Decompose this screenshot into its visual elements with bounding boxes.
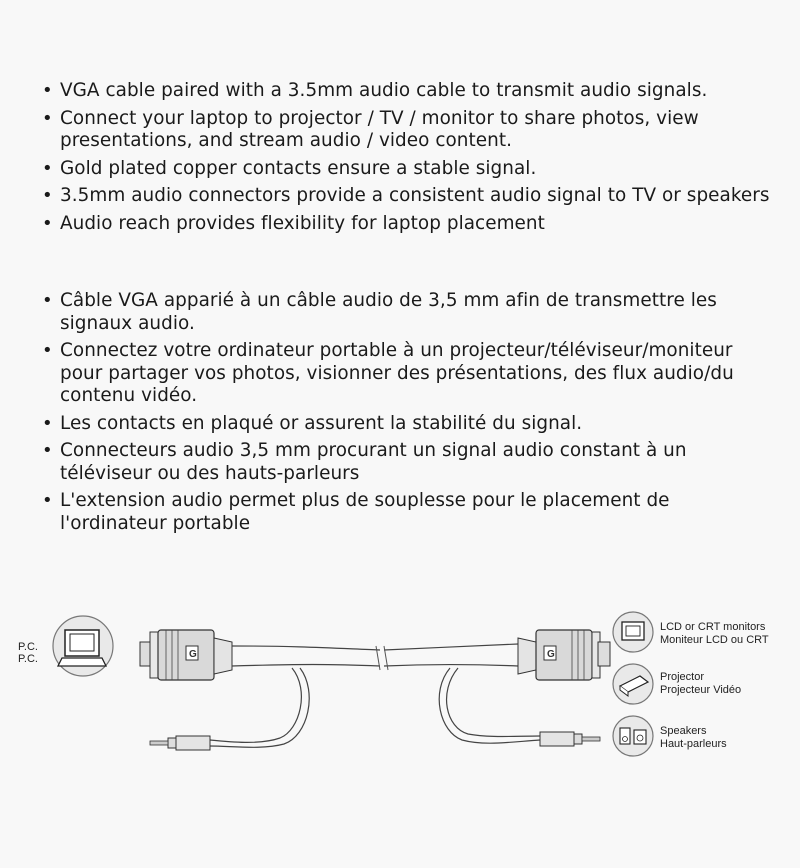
vga-connector-right bbox=[518, 630, 610, 680]
feature-item bbox=[42, 290, 772, 335]
feature-list-english bbox=[42, 80, 772, 240]
feature-text: Connectez votre ordinateur portable à un projecteur/téléviseur/moniteur pour partager vos photos, visionner des présentations, des flux audio/du contenu vidéo. bbox=[60, 340, 734, 406]
vga-connector-left bbox=[140, 630, 232, 680]
projector-label-en: Projector bbox=[660, 671, 705, 683]
speakers-label-fr: Haut-parleurs bbox=[660, 738, 727, 750]
bullet-icon: • bbox=[42, 340, 53, 361]
projector-label-fr: Projecteur Vidéo bbox=[660, 684, 742, 696]
cable-connection-diagram bbox=[0, 600, 800, 800]
bullet-icon: • bbox=[42, 412, 53, 434]
feature-text: VGA cable paired with a 3.5mm audio cable to transmit audio signals. bbox=[60, 80, 708, 101]
pc-label-en: P.C. bbox=[18, 641, 38, 653]
bullet-icon: • bbox=[42, 490, 53, 511]
speakers-icon bbox=[613, 716, 653, 756]
bullet-icon: • bbox=[42, 107, 53, 129]
pc-label-fr: P.C. bbox=[18, 653, 38, 665]
bullet-icon: • bbox=[42, 185, 53, 206]
bullet-icon: • bbox=[42, 290, 53, 311]
bullet-icon: • bbox=[42, 157, 53, 179]
monitor-label-fr: Moniteur LCD ou CRT bbox=[660, 634, 769, 646]
speakers-label-en: Speakers bbox=[660, 725, 707, 737]
feature-list-french bbox=[42, 290, 772, 540]
feature-text: Connect your laptop to projector / TV / monitor to share photos, view presentations, and stream audio / video content. bbox=[60, 107, 699, 151]
feature-item bbox=[42, 80, 772, 103]
feature-item bbox=[42, 490, 772, 535]
projector-icon bbox=[613, 664, 653, 704]
bullet-icon: • bbox=[42, 80, 53, 101]
vga-cable bbox=[232, 644, 518, 670]
feature-text: Les contacts en plaqué or assurent la stabilité du signal. bbox=[60, 412, 583, 434]
feature-text: Connecteurs audio 3,5 mm procurant un signal audio constant à un téléviseur ou des hauts-parleurs bbox=[60, 440, 687, 484]
svg-text:G: G bbox=[189, 649, 197, 660]
bullet-icon: • bbox=[42, 212, 53, 234]
feature-text: Gold plated copper contacts ensure a stable signal. bbox=[60, 157, 537, 179]
monitor-label-en: LCD or CRT monitors bbox=[660, 621, 766, 633]
feature-text: Câble VGA apparié à un câble audio de 3,5 mm afin de transmettre les signaux audio. bbox=[60, 290, 717, 334]
feature-item bbox=[42, 108, 772, 153]
feature-item bbox=[42, 413, 772, 436]
feature-item bbox=[42, 213, 772, 236]
svg-text:G: G bbox=[547, 649, 555, 660]
bullet-icon: • bbox=[42, 440, 53, 461]
monitor-icon bbox=[613, 612, 653, 652]
feature-text: 3.5mm audio connectors provide a consistent audio signal to TV or speakers bbox=[60, 185, 770, 206]
pc-icon bbox=[53, 616, 113, 676]
feature-item bbox=[42, 185, 772, 208]
feature-item bbox=[42, 158, 772, 181]
feature-text: L'extension audio permet plus de souplesse pour le placement de l'ordinateur portable bbox=[60, 490, 670, 534]
feature-item bbox=[42, 340, 772, 408]
feature-item bbox=[42, 440, 772, 485]
feature-text: Audio reach provides flexibility for laptop placement bbox=[60, 212, 545, 234]
